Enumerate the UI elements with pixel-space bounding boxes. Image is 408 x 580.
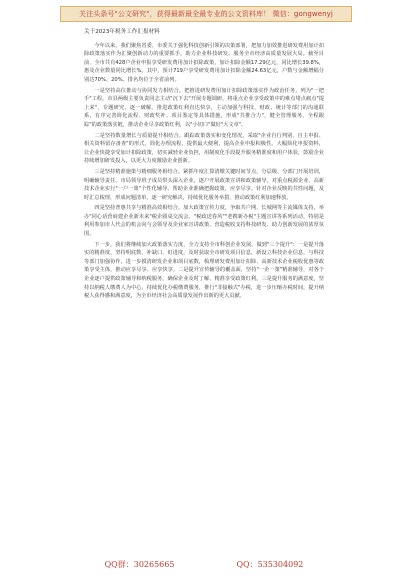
- paragraph: 一是坚持高位推动与协同发力相结合。把推进研发费用加计扣除政策落实作为政治任务，列为"一把手"工程。市县两级主要负责同志主动"沉下去"开展专题调研，将重点企业享受政策中的难点堵点痛点"提上来"，专题研究、逐一破解。推进政策红利直达快享，主动加强与科技、财政、统计等部门的沟通联系，有序完善简化流程、财政奖补、项目鉴定等具体措施，形成"共推合力"，健全管理服务、全程跟踪"的政策落实链，推动企业尽享政策红利，以"小切口"做好"大文章"。: [84, 87, 324, 128]
- footer: [0, 556, 408, 572]
- paragraph: 四是坚持普惠共享与精准高效相结合。加大政策宣传力度，争取共户网、长城网等主流媒体支持，举办"同心话营商建企业新未来"税企圆桌交流会、"税政送春风""老携新办税"主题宣讲等系列活动，特别是利用参加市人代会的机会向与会领导及企业家宣讲政策，营造税收支持科技研发、助力创新发展的浓厚氛围。: [84, 205, 324, 238]
- footer-qq-group: QQ群：30265665: [104, 559, 175, 569]
- footer-qq: QQ：535304092: [236, 559, 304, 569]
- paragraph: 二是坚持数量增长与质量提升相结合。跟踪政策落实和变化情况，采取"企业自行判别、自主申报、相关资料留存备查"的形式，简化办理流程，提供最大便利，提高企业申报积极性。大幅简化申报资料，让企业快捷享受加计扣除政策，切实减轻企业负担，用制度化手段提升服务精准度和用户体验，鼓励企业持续增加研发投入，以更大力度激励企业创新。: [84, 132, 324, 165]
- document-body: [84, 28, 324, 303]
- paragraph: 今年以来，我们聚焦省委、市委关于强化科技创新引领的决策部署，把加力加效推进研发费用加计扣除政策落实作为汇聚创新动力的重要抓手，助力企业科技研发、服务全市经济高质量发展大局。截至目前，全市共有428户企业申报享受研发费用加计扣除政策，加计扣除金额17.29亿元，同比增长39.8%，惠及企业数量同比增长%。其中，预计719户享受研发费用加计扣除金额24.63亿元，户数与金额增幅分别达70%、20%。排名均位于全省前列。: [84, 42, 324, 83]
- paragraph: 三是坚持精准施策与精细服务相结合。紧抓年度汇算清缴关键时间节点，分层级、分部门开展培训，明确辅导责任，市局领导班子成员带头深入企业，逐户开展政策宣讲和政策辅导。对重点税源企业、高新技术企业实行"一户一策"个性化辅导，帮助企业准确把握政策，应享尽享。针对企业反映的共性问题，及时汇总梳理，形成问题清单，逐一研究解决，持续优化服务举措，推动政策红利加速释放。: [84, 168, 324, 201]
- banner-text: 关注头条号"公文研究"，获得最新最全最专业的公文资料库！ 微信：gongwenyj: [79, 10, 333, 18]
- paragraph: 下一步，我们将继续加大政策落实力度，全力支持全市科创企业发展，做到"三个提升"：一是提升落实的精准度，坚持明底数、补缺口、盯进度，及时获取全市研发项目信息，新设立科技企业信息，与科技等部门加强协作，进一步摸清研发企业和项目底数，梳理研发费用加计扣除、高新技术企业税收优惠等政策享受主体，推动应享尽享、应享快享。二是提升宣传辅导的覆盖面，坚持"一企一策"精准辅导，对各个企业逐户提供政策辅导和纳税服务，确保企业及时了解、精准享受政策红利。三是提升服务的满意度，坚持以纳税人缴费人为中心，持续优化办税缴费服务，推行"非接触式"办税，进一步压缩办税时间，提升纳税人获得感和满意度，为全市经济社会高质量发展作出新的更大贡献。: [84, 241, 324, 300]
- header-banner: [60, 6, 352, 22]
- document-title: 关于2023年税务工作汇报材料: [84, 29, 160, 35]
